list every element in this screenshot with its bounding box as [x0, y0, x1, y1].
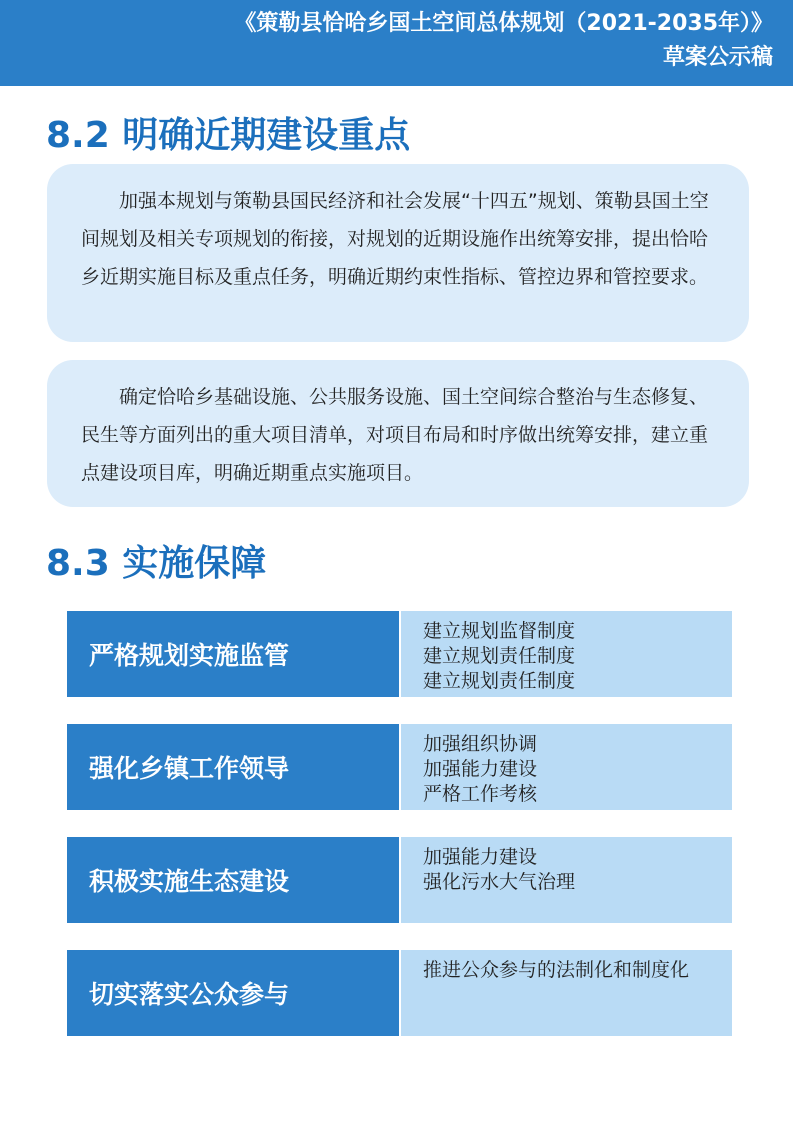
- measure-item: 建立规划责任制度: [423, 670, 576, 692]
- document-title: 《策勒县恰哈乡国土空间总体规划（2021-2035年）》: [234, 11, 773, 36]
- measure-item: 建立规划责任制度: [423, 645, 576, 667]
- measure-title: 切实落实公众参与: [67, 950, 399, 1036]
- measure-item: 严格工作考核: [423, 783, 538, 805]
- measure-row: [67, 724, 732, 810]
- document-subtitle: 草案公示稿: [662, 45, 773, 70]
- section-heading-8-3: 8.3 实施保障: [46, 543, 267, 584]
- measure-item: 推进公众参与的法制化和制度化: [423, 959, 690, 981]
- paragraph-text: 加强本规划与策勒县国民经济和社会发展“十四五”规划、策勒县国土空间规划及相关专项规划的衔接，对规划的近期设施作出统筹安排，提出恰哈乡近期实施目标及重点任务，明确近期约束性指标、管控边界和管控要求。: [81, 190, 709, 288]
- measure-item: 建立规划监督制度: [423, 620, 576, 642]
- paragraph-text: 确定恰哈乡基础设施、公共服务设施、国土空间综合整治与生态修复、民生等方面列出的重大项目清单，对项目布局和时序做出统筹安排，建立重点建设项目库，明确近期重点实施项目。: [81, 386, 709, 484]
- measure-item: 加强能力建设: [423, 846, 538, 868]
- measure-items: [401, 837, 732, 923]
- measure-item: 强化污水大气治理: [423, 871, 576, 893]
- measure-items: [401, 611, 732, 697]
- document-header: [0, 0, 793, 86]
- measure-title: 强化乡镇工作领导: [67, 724, 399, 810]
- measure-row: [67, 950, 732, 1036]
- measure-items: [401, 724, 732, 810]
- measure-row: [67, 611, 732, 697]
- measure-title: 严格规划实施监管: [67, 611, 399, 697]
- measure-title: 积极实施生态建设: [67, 837, 399, 923]
- measure-item: 加强能力建设: [423, 758, 538, 780]
- measure-item: 加强组织协调: [423, 733, 538, 755]
- paragraph-panel: [47, 164, 749, 342]
- measure-items: [401, 950, 732, 1036]
- measure-row: [67, 837, 732, 923]
- section-heading-8-2: 8.2 明确近期建设重点: [46, 115, 411, 156]
- paragraph-panel: [47, 360, 749, 507]
